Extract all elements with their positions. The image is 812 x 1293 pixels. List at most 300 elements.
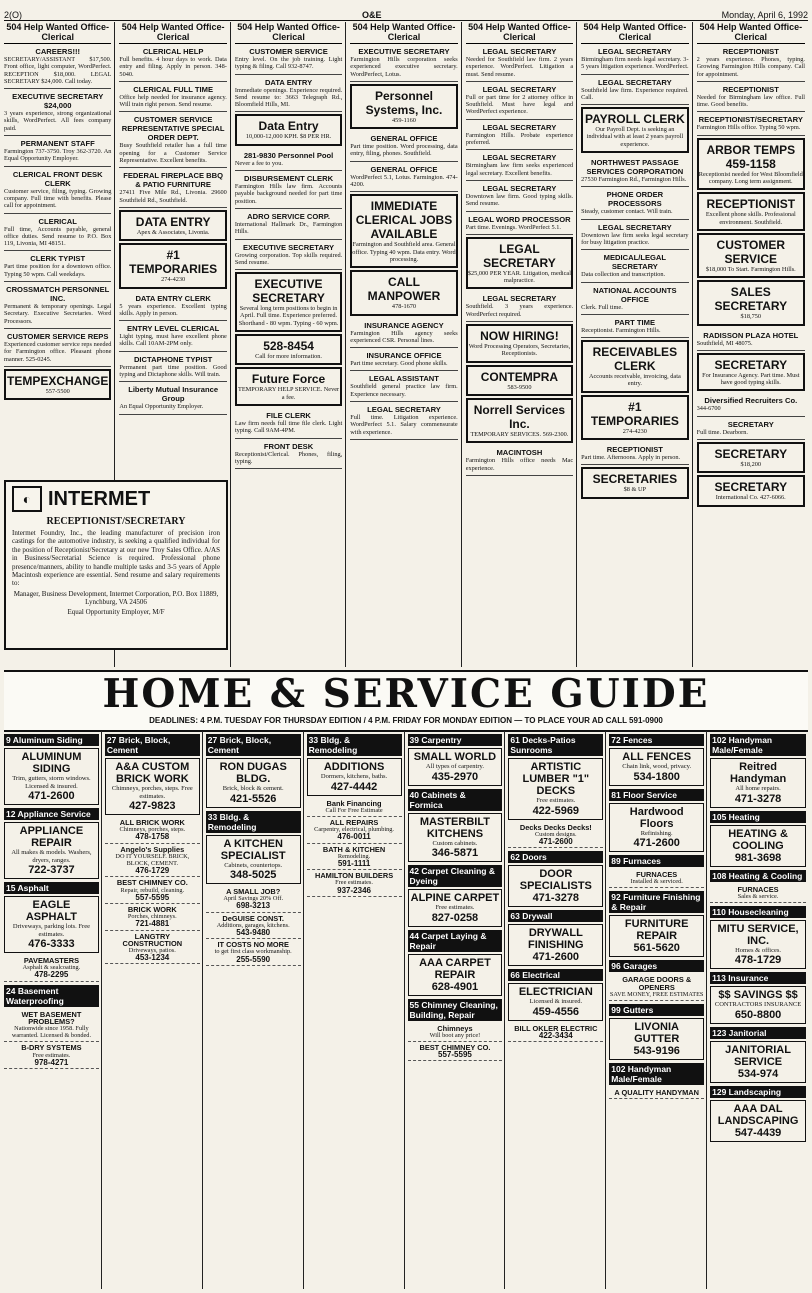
guide-ad-text: Custom designs.	[534, 830, 577, 838]
guide-ad[interactable]	[408, 813, 503, 863]
guide-ad-text: Installed & serviced.	[630, 878, 683, 886]
ad-text: Birmingham law firm seeks experienced legal secretary. Excellent benefits.	[465, 162, 574, 177]
ad-title: FRONT DESK	[263, 441, 314, 451]
ad-title: CLERICAL FULL TIME	[133, 84, 214, 94]
ad-title: LEGAL SECRETARY	[482, 122, 557, 132]
guide-ad[interactable]	[508, 1023, 603, 1042]
ad-title: SECRETARY	[714, 447, 788, 462]
guide-ad-name: JANITORIAL SERVICE	[725, 1043, 791, 1068]
classified-ad[interactable]	[697, 417, 805, 440]
classified-ad[interactable]	[466, 398, 573, 443]
classified-ad[interactable]	[235, 148, 342, 171]
guide-ad-text: Driveways, patios.	[128, 947, 176, 955]
guide-ad[interactable]	[105, 758, 200, 815]
intermet-address: Manager, Business Development, Intermet Corporation, P.O. Box 11889, Lynchburg, VA 24506	[13, 589, 219, 607]
guide-category: 102 Handyman Male/Female	[710, 734, 806, 756]
guide-category: 12 Appliance Service	[4, 808, 99, 820]
guide-category: 123 Janitorial	[710, 1027, 806, 1039]
guide-ad[interactable]	[206, 835, 301, 885]
ad-text: Our Payroll Dept. is seeking an individual with at least 2 years payroll experience.	[586, 126, 684, 148]
ad-text: Experienced customer service reps needed for Farmington office. Pleasant phone manner. 525-0245.	[4, 340, 112, 363]
guide-column	[710, 731, 808, 1289]
classified-ad[interactable]	[235, 114, 342, 145]
classified-ad[interactable]	[466, 445, 573, 476]
guide-ad-phone: 478-1729	[734, 954, 782, 967]
classified-ad[interactable]	[697, 82, 805, 113]
ad-text: WordPerfect 5.1, Lotus. Farmington. 474-4200.	[350, 173, 458, 189]
ad-text: Farmington Hills agency seeks experienced CSR. Personal lines.	[350, 329, 458, 344]
ad-title: CALL MANPOWER	[367, 275, 441, 304]
guide-ad[interactable]	[206, 913, 301, 940]
classified-ad[interactable]	[4, 282, 111, 329]
guide-ad-name: HAMILTON BUILDERS	[314, 871, 394, 881]
guide-ad-text: Will boot any price!	[429, 1031, 481, 1039]
guide-ad-phone: 937-2346	[337, 885, 371, 895]
guide-ad[interactable]	[710, 825, 806, 867]
classified-ad[interactable]	[4, 44, 111, 89]
ad-title: DATA ENTRY CLERK	[135, 293, 211, 303]
classified-ad[interactable]	[697, 442, 805, 473]
guide-ad-text: Driveways, parking lots. Free estimates.	[12, 923, 90, 938]
guide-category: 33 Bldg. & Remodeling	[206, 811, 301, 833]
guide-ad[interactable]	[307, 844, 402, 871]
guide-ad-text: Trim, gutters, storm windows. Licensed & insured.	[12, 775, 91, 790]
ad-text: Farmington Hills law firm. Accounts payable background needed for part time position.	[234, 183, 343, 205]
guide-ad-phone: 476-1729	[135, 866, 170, 876]
ad-title: RECEPTIONIST	[606, 445, 663, 455]
guide-ad-name: BEST CHIMNEY CO.	[116, 878, 188, 888]
ad-text: Customer service, filing, typing. Growing company. Full time with benefits. Please call for appointment.	[4, 187, 112, 210]
column-heading: 504 Help Wanted Office-Clerical	[581, 22, 688, 44]
ad-text: Word Processing Operators, Secretaries, Receptionists.	[468, 343, 571, 358]
ad-title: PERMANENT STAFF	[20, 139, 95, 149]
guide-ad[interactable]	[609, 748, 704, 786]
guide-category: 33 Bldg. & Remodeling	[307, 734, 402, 756]
classified-ad[interactable]	[581, 44, 688, 75]
classified-ad[interactable]	[581, 315, 688, 338]
guide-ad[interactable]	[710, 758, 806, 808]
guide-category: 40 Cabinets & Formica	[408, 789, 503, 811]
guide-ad-phone: 422-3434	[538, 1030, 573, 1040]
guide-ad-text: April Savings 20% Off.	[223, 895, 284, 903]
intermet-ad[interactable]	[4, 480, 228, 650]
guide-category: 55 Chimney Cleaning, Building, Repair	[408, 999, 503, 1021]
classified-ad[interactable]	[466, 212, 573, 235]
guide-ad-name: A KITCHEN SPECIALIST	[220, 837, 286, 862]
ad-title: #1 TEMPORARIES	[129, 248, 218, 277]
ad-title: DATA ENTRY	[264, 77, 313, 87]
guide-category: 96 Garages	[609, 960, 704, 972]
guide-ad-name: A QUALITY HANDYMAN	[614, 1088, 699, 1098]
ad-title: CLERICAL	[38, 216, 77, 226]
guide-ad[interactable]	[508, 983, 603, 1021]
guide-ad[interactable]	[105, 817, 200, 844]
ad-text: An Equal Opportunity Employer.	[119, 403, 204, 411]
classified-ad[interactable]	[697, 233, 805, 278]
classified-ad[interactable]	[350, 402, 457, 440]
guide-ad[interactable]	[710, 1041, 806, 1083]
guide-ad[interactable]	[408, 954, 503, 996]
guide-ad[interactable]	[307, 817, 402, 844]
classified-ad[interactable]	[235, 334, 342, 365]
ad-title: CONTEMPRA	[480, 369, 559, 384]
guide-ad[interactable]	[206, 886, 301, 913]
classified-ad[interactable]	[350, 84, 457, 129]
guide-ad[interactable]	[4, 1009, 99, 1043]
ad-text: Southfield, MI 48075.	[696, 339, 753, 347]
guide-ad-phone: 255-5590	[236, 954, 271, 964]
ad-text: 274-4230	[622, 427, 647, 435]
classified-ad[interactable]	[235, 272, 342, 332]
ad-text: Growing corporation. Top skills required. Send resume.	[234, 251, 343, 266]
classified-ad[interactable]	[466, 324, 573, 363]
guide-column	[206, 731, 304, 1289]
guide-ad-name: BATH & KITCHEN	[322, 844, 386, 854]
classified-ad[interactable]	[581, 155, 688, 187]
classified-ad[interactable]	[350, 270, 457, 315]
guide-ad-phone: 476-3333	[28, 938, 75, 950]
classified-ad[interactable]	[350, 318, 457, 349]
classified-ad[interactable]	[581, 340, 688, 393]
classified-column	[697, 22, 808, 667]
classified-ad[interactable]	[235, 367, 342, 406]
classified-ad[interactable]	[697, 475, 805, 506]
guide-category: 92 Furniture Finishing & Repair	[609, 891, 704, 913]
guide-ad[interactable]	[206, 939, 301, 966]
guide-ad[interactable]	[710, 986, 806, 1024]
ad-title: LEGAL WORD PROCESSOR	[468, 214, 571, 224]
guide-ad-name: A&A CUSTOM BRICK WORK	[115, 761, 190, 785]
guide-category: 24 Basement Waterproofing	[4, 985, 99, 1007]
ad-title: SECRETARY	[714, 357, 788, 372]
guide-ad-name: Angelo's Supplies	[120, 844, 185, 854]
classified-ad[interactable]	[235, 209, 342, 240]
ad-text: Needed for Southfield law firm. 2 years experience. WordPerfect. Litigation a must. Send resume.	[465, 56, 574, 78]
intermet-logo-icon: ◐	[12, 486, 42, 512]
classified-ad[interactable]	[697, 112, 805, 135]
column-heading: 504 Help Wanted Office-Clerical	[119, 22, 226, 44]
classified-ad[interactable]	[466, 181, 573, 212]
ad-title: CUSTOMER SERVICE REPRESENTATIVE SPECIAL ORDER DEPT.	[121, 115, 225, 143]
classified-ad[interactable]	[119, 44, 226, 82]
ad-text: Data collection and transcription.	[581, 271, 666, 279]
guide-ad-phone: 421-5526	[229, 792, 277, 805]
guide-ad[interactable]	[105, 904, 200, 931]
classified-ad[interactable]	[697, 138, 805, 191]
classified-ad[interactable]	[350, 371, 457, 402]
ad-title: INSURANCE OFFICE	[366, 351, 442, 361]
guide-ad-name: BILL OKLER ELECTRIC	[514, 1023, 598, 1033]
classified-ad[interactable]	[4, 136, 111, 167]
guide-ad[interactable]	[4, 1042, 99, 1069]
ad-title: GENERAL OFFICE	[370, 164, 438, 174]
guide-ad-name: A SMALL JOB?	[226, 887, 281, 896]
guide-ad-text: Nationwide since 1958. Fully warranted. Licensed & bonded.	[11, 1025, 92, 1040]
ad-title: CROSSMATCH PERSONNEL INC.	[6, 285, 110, 304]
guide-ad-name: ALL REPAIRS	[329, 817, 379, 827]
guide-ad[interactable]	[105, 931, 200, 965]
guide-ad-text: Brick, block & cement.	[222, 785, 284, 792]
intermet-title: RECEPTIONIST/SECRETARY	[46, 516, 186, 527]
column-heading: 504 Help Wanted Office-Clerical	[697, 22, 805, 44]
ad-text: Part time position for a downtown office. Typing 50 wpm. Call weekdays.	[4, 263, 112, 278]
classified-ad[interactable]	[581, 395, 688, 440]
classified-ad[interactable]	[350, 348, 457, 371]
ad-title: LEGAL SECRETARY	[598, 77, 672, 87]
guide-ad-text: All types of carpentry.	[425, 763, 484, 770]
guide-ad[interactable]	[408, 1023, 503, 1042]
ad-text: 478-1670	[391, 303, 417, 311]
guide-ad[interactable]	[508, 822, 603, 849]
ad-text: Needed for Birmingham law office. Full time. Good benefits.	[696, 93, 805, 109]
classified-ad[interactable]	[581, 220, 688, 251]
guide-ad-name: Chimneys	[437, 1023, 473, 1033]
classified-ad[interactable]	[350, 194, 457, 268]
guide-ad-text: Asphalt & sealcoating.	[22, 964, 81, 972]
guide-column	[307, 731, 405, 1289]
ad-text: Downtown law firm. Good typing skills. Send resume.	[465, 192, 574, 208]
ad-title: 281-9830 Personnel Pool	[243, 150, 334, 160]
classified-column	[466, 22, 577, 667]
guide-ad-phone: 459-4556	[532, 1005, 580, 1018]
classified-ad[interactable]	[119, 243, 226, 288]
guide-ad[interactable]	[609, 915, 704, 957]
guide-ad[interactable]	[4, 748, 99, 805]
ad-text: Farmington Hills office needs Mac experience.	[465, 457, 574, 472]
guide-ad-text: Chain link, wood, privacy.	[622, 763, 692, 770]
column-heading: 504 Help Wanted Office-Clerical	[350, 22, 457, 44]
classified-ad[interactable]	[466, 44, 573, 82]
guide-ad-phone: 478-1758	[135, 832, 170, 842]
classified-ad[interactable]	[119, 168, 226, 208]
guide-ad[interactable]	[609, 1087, 704, 1099]
classified-ad[interactable]	[4, 89, 111, 136]
classified-ad[interactable]	[581, 250, 688, 282]
ad-text: Farmington Hills office. Typing 50 wpm.	[696, 124, 801, 132]
ad-text: TEMPORARY SERVICES. 569-2300.	[470, 430, 569, 438]
guide-ad-text: Custom cabinets.	[432, 839, 478, 847]
guide-ad[interactable]	[609, 974, 704, 1001]
guide-column	[4, 731, 102, 1289]
guide-ad[interactable]	[508, 865, 603, 907]
classified-ad[interactable]	[235, 75, 342, 113]
classified-ad[interactable]	[119, 82, 226, 113]
guide-ad-text: Licensed & insured.	[529, 998, 583, 1006]
guide-category: 42 Carpet Cleaning & Dyeing	[408, 865, 503, 887]
ad-title: ENTRY LEVEL CLERICAL	[127, 324, 220, 334]
ad-text: 459-1160	[392, 116, 416, 124]
guide-ad[interactable]	[609, 1018, 704, 1060]
guide-ad-phone: 628-4901	[431, 980, 479, 993]
guide-ad-phone: 650-8800	[734, 1008, 782, 1021]
guide-ad-name: WET BASEMENT PROBLEMS?	[21, 1009, 82, 1026]
classified-ad[interactable]	[350, 44, 457, 82]
classified-ad[interactable]	[119, 382, 226, 414]
classified-ad[interactable]	[466, 82, 573, 120]
ad-text: International Co. 427-6066.	[715, 494, 786, 502]
classified-ad[interactable]	[581, 283, 688, 315]
guide-ad[interactable]	[4, 896, 99, 953]
ad-text: Excellent phone skills. Professional environment. Southfield.	[705, 211, 796, 226]
guide-ad-phone: 591-1111	[337, 858, 371, 868]
guide-ad[interactable]	[206, 758, 301, 808]
guide-ad-name: LANGTRY CONSTRUCTION	[122, 931, 183, 948]
classified-ad[interactable]	[4, 167, 111, 214]
ad-title: Personnel Systems, Inc.	[365, 88, 443, 117]
classified-ad[interactable]	[581, 467, 688, 498]
guide-ad-text: Dormers, kitchens, baths.	[320, 773, 388, 780]
guide-ad[interactable]	[508, 924, 603, 966]
guide-ad-phone: 721-4881	[135, 919, 170, 929]
classified-ad[interactable]	[581, 75, 688, 106]
guide-category: 39 Carpentry	[408, 734, 503, 746]
guide-ad[interactable]	[307, 758, 402, 796]
ad-text: Full benefits. 4 hour days to work. Data entry and filing. Apply in person. 348-5040.	[119, 56, 227, 78]
ad-title: INSURANCE AGENCY	[364, 320, 444, 330]
guide-category: 99 Gutters	[609, 1004, 704, 1016]
ad-title: CLERICAL HELP	[142, 47, 204, 56]
classified-ad[interactable]	[466, 150, 573, 181]
classified-ad[interactable]	[119, 352, 226, 383]
guide-ad-phone: 435-2970	[431, 770, 479, 783]
guide-ad-text: Remodeling.	[337, 852, 371, 860]
ad-text: Steady, customer contact. Will train.	[581, 208, 673, 216]
classified-ad[interactable]	[119, 112, 226, 168]
guide-ad[interactable]	[609, 803, 704, 853]
ad-title: NORTHWEST PASSAGE SERVICES CORPORATION	[586, 158, 684, 177]
classified-ad[interactable]	[350, 162, 457, 193]
classified-ad[interactable]	[697, 353, 805, 392]
classified-ad[interactable]	[4, 251, 111, 282]
classified-ad[interactable]	[697, 192, 805, 231]
ad-text: Farmington Hills corporation seeks experienced executive secretary. WordPerfect, Lotus.	[350, 56, 458, 78]
guide-ad[interactable]	[105, 844, 200, 878]
guide-ad[interactable]	[4, 955, 99, 982]
classified-column	[235, 22, 346, 667]
ad-title: DISBURSEMENT CLERK	[244, 174, 334, 184]
classified-ad[interactable]	[119, 210, 226, 241]
guide-column	[408, 731, 506, 1289]
ad-text: Busy Southfield retailer has a full time opening for a Customer Service Representative. Excellent benefits.	[119, 142, 227, 165]
classified-ad[interactable]	[235, 171, 342, 209]
guide-ad[interactable]	[609, 869, 704, 888]
guide-ad-name: Reitred Handyman	[729, 761, 787, 785]
guide-ad[interactable]	[710, 920, 806, 970]
ad-text: $18,750	[740, 313, 762, 321]
guide-category: 27 Brick, Block, Cement	[206, 734, 301, 756]
guide-ad-name: PAVEMASTERS	[23, 956, 80, 965]
classified-ad[interactable]	[4, 369, 111, 400]
guide-ad-name: Hardwood Floors	[629, 805, 684, 830]
guide-ad-text: Free estimates.	[435, 904, 475, 911]
guide-ad-name: MASTERBILT KITCHENS	[419, 815, 490, 840]
classified-ad[interactable]	[697, 328, 805, 351]
guide-ad[interactable]	[105, 877, 200, 904]
guide-ad-name: APPLIANCE REPAIR	[19, 825, 84, 849]
ad-title: PAYROLL CLERK	[584, 112, 685, 127]
guide-ad[interactable]	[307, 870, 402, 897]
ad-text: International Hallmark Dr., Farmington Hills.	[234, 220, 343, 236]
classified-ad[interactable]	[581, 107, 688, 153]
ad-title: Data Entry	[258, 119, 319, 134]
ad-title: RECEIVABLES CLERK	[592, 345, 678, 374]
ad-title: LEGAL SECRETARY	[598, 222, 672, 232]
ad-title: LEGAL SECRETARY	[598, 47, 672, 56]
guide-ad[interactable]	[408, 1042, 503, 1061]
classified-ad[interactable]	[581, 442, 688, 465]
ad-title: PHONE ORDER PROCESSORS	[606, 190, 664, 209]
classified-ad[interactable]	[697, 280, 805, 325]
guide-ad-name: $$ SAVINGS $$	[718, 989, 798, 1002]
guide-ad[interactable]	[508, 758, 603, 820]
guide-ad[interactable]	[307, 798, 402, 817]
guide-ad-phone: 427-4442	[330, 780, 378, 793]
guide-ad-name: DRYWALL FINISHING	[528, 927, 584, 952]
ad-text: 344-6700	[696, 405, 721, 413]
ad-text: Full or part time for 2 attorney office in Southfield. Must have legal and WordPerfect experience.	[465, 93, 574, 116]
classified-ad[interactable]	[697, 44, 805, 82]
guide-ad-text: Chimneys, porches, steps.	[119, 826, 186, 834]
classified-ad[interactable]	[350, 131, 457, 162]
classified-ad[interactable]	[235, 240, 342, 271]
guide-category: 15 Asphalt	[4, 882, 99, 894]
guide-ad[interactable]	[4, 822, 99, 879]
guide-ad-name: SMALL WORLD	[413, 751, 497, 763]
guide-ad-phone: 471-2600	[538, 836, 573, 846]
classified-ad[interactable]	[4, 214, 111, 252]
guide-ad[interactable]	[710, 884, 806, 903]
guide-ad-name: ARTISTIC LUMBER "1" DECKS	[522, 761, 590, 797]
guide-column	[105, 731, 203, 1289]
classified-ad[interactable]	[235, 408, 342, 439]
guide-ad[interactable]	[408, 748, 503, 786]
classified-ad[interactable]	[581, 187, 688, 219]
guide-category: 102 Handyman Male/Female	[609, 1063, 704, 1085]
classified-ad[interactable]	[466, 120, 573, 151]
ad-title: FILE CLERK	[266, 410, 311, 420]
ad-text: Downtown law firm seeks legal secretary for busy litigation practice.	[581, 231, 689, 246]
guide-ad-phone: 557-5595	[438, 1050, 472, 1060]
classified-ad[interactable]	[697, 393, 805, 416]
guide-title: HOME & SERVICE GUIDE	[102, 671, 710, 717]
guide-ad-name: BRICK WORK	[127, 905, 177, 915]
classified-ad[interactable]	[119, 291, 226, 322]
classified-ad[interactable]	[235, 439, 342, 470]
guide-ad-name: ALL FENCES	[622, 751, 692, 763]
guide-ad-name: FURNACES	[737, 884, 779, 894]
ad-text: Light typing, must have excellent phone skills. Call 10AM-2PM only.	[119, 333, 227, 348]
ad-title: DATA ENTRY	[135, 214, 211, 229]
guide-ad-text: Free estimates.	[32, 1051, 71, 1059]
guide-ad-name: DOOR SPECIALISTS	[519, 868, 592, 893]
guide-ad[interactable]	[408, 889, 503, 927]
ad-title: TEMPEXCHANGE	[7, 373, 109, 388]
ad-text: Call for more information.	[255, 353, 322, 361]
guide-category: 81 Floor Service	[609, 789, 704, 801]
ad-title: PART TIME	[614, 317, 656, 327]
classified-ad[interactable]	[466, 365, 573, 396]
classified-ad[interactable]	[4, 329, 111, 367]
guide-ad[interactable]	[710, 1100, 806, 1142]
classified-ad[interactable]	[119, 321, 226, 352]
ad-title: CAREERS!!!	[35, 47, 81, 56]
ad-title: LEGAL SECRETARY	[367, 405, 441, 415]
classified-ad[interactable]	[466, 237, 573, 290]
ad-text: Part time secretary. Good phone skills.	[350, 360, 448, 368]
classified-ad[interactable]	[235, 44, 342, 75]
guide-ad-text: Refinishing.	[640, 829, 673, 837]
classified-ad[interactable]	[466, 291, 573, 322]
